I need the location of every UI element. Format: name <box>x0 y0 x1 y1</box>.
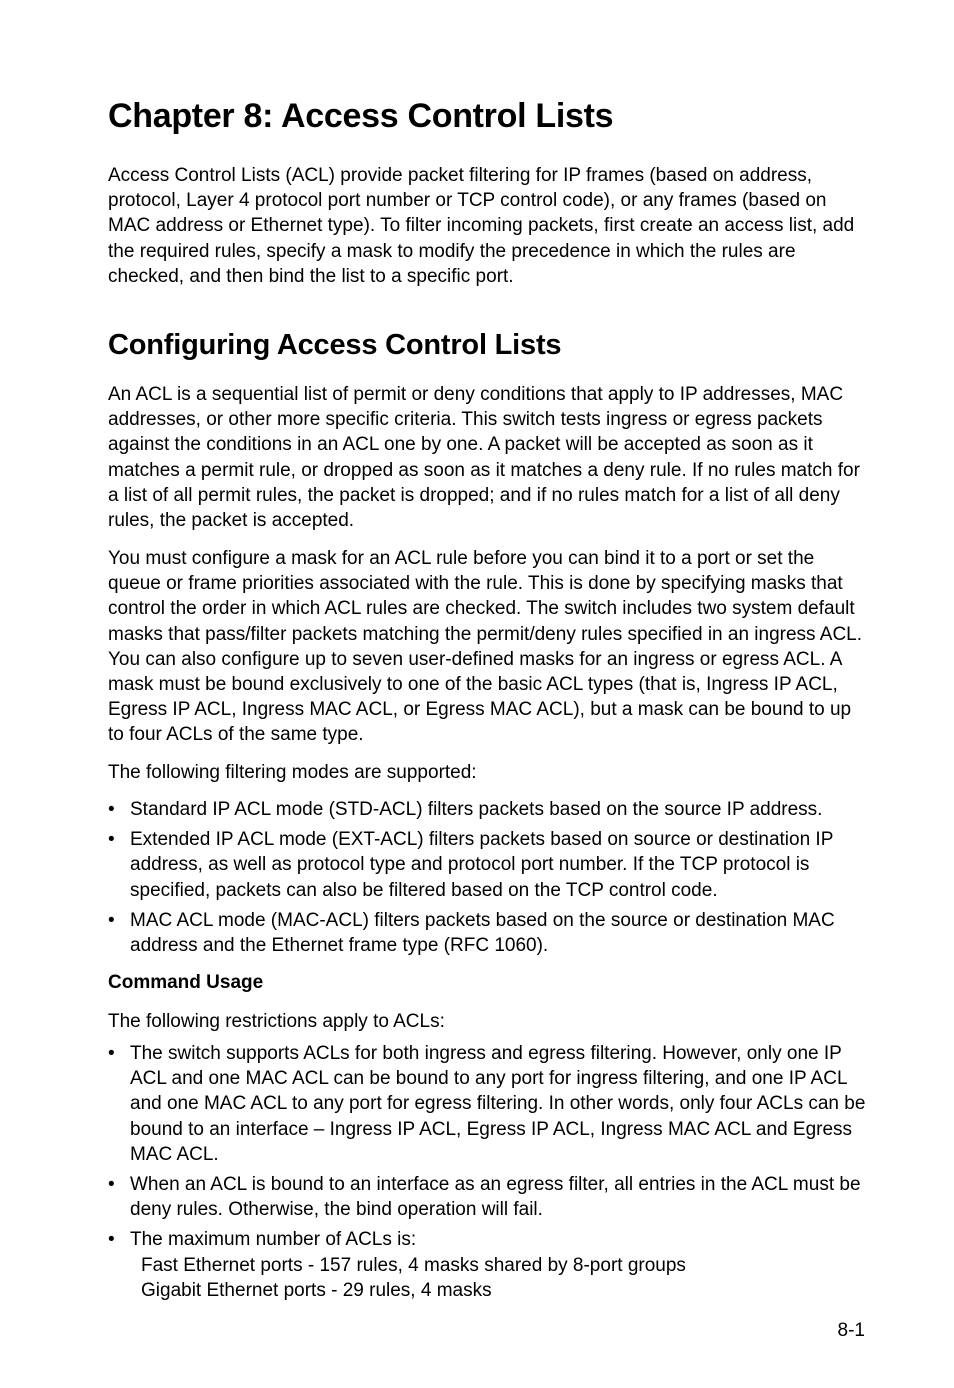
list-item-text: The switch supports ACLs for both ingress and egress filtering. However, only one IP ACL and one MAC ACL can be bound to any port for ingress filtering, and one IP ACL and one MAC ACL to any port for egress filtering. In other words, only four ACLs can be bound to an interface – Ingress IP ACL, Egress IP ACL, Ingress MAC ACL and Egress MAC ACL. <box>130 1043 866 1165</box>
acl-definition-paragraph: An ACL is a sequential list of permit or deny conditions that apply to IP addresses, MAC addresses, or other more specific criteria. This switch tests ingress or egress packets against the conditions in an ACL one by one. A packet will be accepted as soon as it matches a permit rule, or dropped as soon as it matches a deny rule. If no rules match for a list of all permit rules, the packet is dropped; and if no rules match for a list of all deny rules, the packet is accepted. <box>108 384 860 532</box>
max-acl-gigabit-ethernet: Gigabit Ethernet ports - 29 rules, 4 masks <box>141 1279 492 1301</box>
bullet-icon: • <box>108 909 115 931</box>
list-item-text: Extended IP ACL mode (EXT-ACL) filters packets based on source or destination IP address, as well as protocol type and protocol port number. If the TCP protocol is specified, packets can also be filtered based on the TCP control code. <box>130 829 834 901</box>
bullet-icon: • <box>108 799 115 820</box>
restrictions-intro: The following restrictions apply to ACLs: <box>108 1011 445 1032</box>
restrictions-list <box>108 1041 868 1303</box>
filtering-modes-list <box>108 797 868 963</box>
list-item <box>108 908 868 958</box>
chapter-title: Chapter 8: Access Control Lists <box>108 97 614 135</box>
list-item <box>108 827 868 903</box>
list-item <box>108 1041 868 1167</box>
bullet-icon: • <box>108 1229 115 1251</box>
max-acl-fast-ethernet: Fast Ethernet ports - 157 rules, 4 masks shared by 8-port groups <box>141 1254 686 1276</box>
bullet-icon: • <box>108 1043 115 1064</box>
bullet-icon: • <box>108 1174 115 1196</box>
list-item-text: When an ACL is bound to an interface as an egress filter, all entries in the ACL must be deny rules. Otherwise, the bind operation will fail. <box>130 1174 861 1221</box>
list-item-text: The maximum number of ACLs is: <box>130 1229 417 1251</box>
list-item <box>108 1172 868 1222</box>
list-item-text: Standard IP ACL mode (STD-ACL) filters packets based on the source IP address. <box>130 799 823 820</box>
intro-paragraph: Access Control Lists (ACL) provide packet filtering for IP frames (based on address, protocol, Layer 4 protocol port number or TCP control code), or any frames (based on MAC address or Ethernet type). To filter incoming packets, first create an access list, add the required rules, specify a mask to modify the precedence in which the rules are checked, and then bind the list to a specific port. <box>108 165 855 287</box>
bullet-icon: • <box>108 829 115 851</box>
list-item-text: MAC ACL mode (MAC-ACL) filters packets based on the source or destination MAC address and the Ethernet frame type (RFC 1060). <box>130 909 835 957</box>
list-item <box>108 797 868 822</box>
page-number: 8-1 <box>837 1320 865 1341</box>
command-usage-heading: Command Usage <box>108 972 264 993</box>
modes-intro: The following filtering modes are supported: <box>108 762 477 783</box>
section-title: Configuring Access Control Lists <box>108 329 562 361</box>
mask-paragraph: You must configure a mask for an ACL rule before you can bind it to a port or set the queue or frame priorities associated with the rule. This is done by specifying masks that control the order in which ACL rules are checked. The switch includes two system default masks that pass/filter packets matching the permit/deny rules specified in an ingress ACL. You can also configure up to seven user-defined masks for an ingress or egress ACL. A mask must be bound exclusively to one of the basic ACL types (that is, Ingress IP ACL, Egress IP ACL, Ingress MAC ACL, or Egress MAC ACL), but a mask can be bound to up to four ACLs of the same type. <box>108 548 863 746</box>
list-item <box>108 1227 868 1303</box>
